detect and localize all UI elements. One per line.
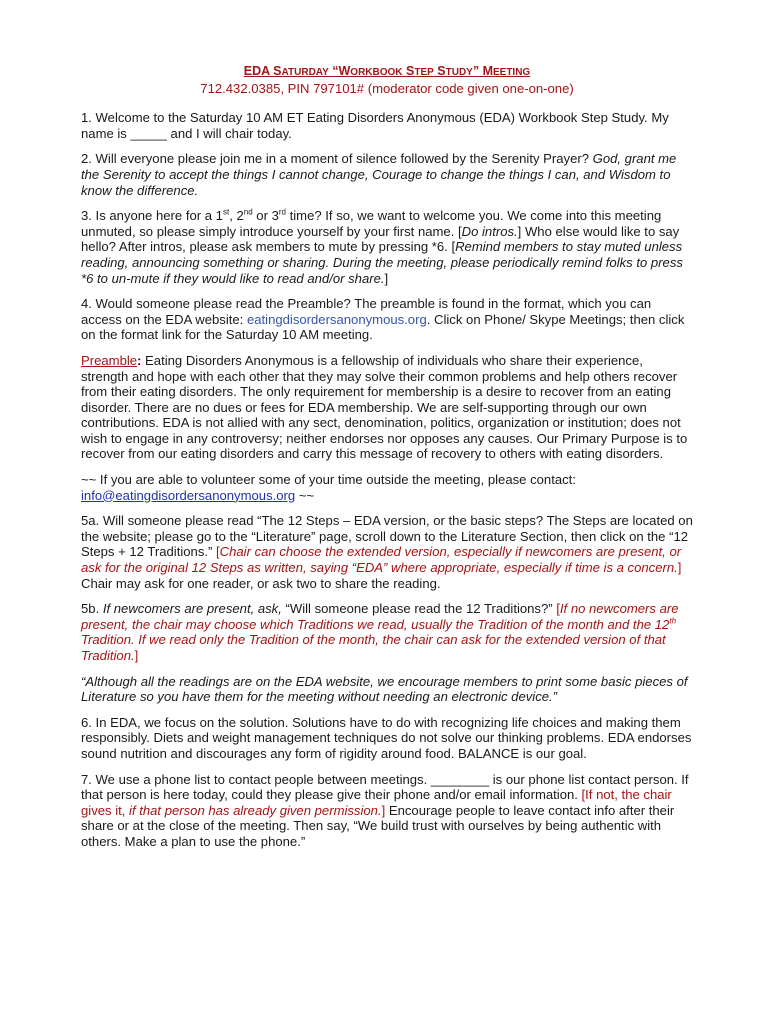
paragraph-12-steps: 5a. Will someone please read “The 12 Steps – EDA version, or the basic steps? The Steps are located on the website; please go to the “Literature” page, scroll down to the Literature Section, then click on the “12 Steps + 12 Traditions.” [Chair can choose the extended version, especially if newcomers are present, or ask for the original 12 Steps as written, saying “EDA” where appropriate, especially if time is a concern.] Chair may ask for one reader, or ask two to share the reading. bbox=[81, 513, 693, 591]
paragraph-preamble: Preamble: Eating Disorders Anonymous is a fellowship of individuals who share their experience, strength and hope with each other that they may solve their common problems and help others recover from their eating disorders. The only requirement for membership is a desire to recover from an eating disorder. There are no dues or fees for EDA membership. We are self-supporting through our own contributions. EDA is not allied with any sect, denomination, politics, organization or institution; does not wish to engage in any controversy; neither endorses nor opposes any causes. Our Primary Purpose is to recover from our eating disorders and carry this message of recovery to others with eating disorders. bbox=[81, 352, 688, 462]
website-link[interactable]: eatingdisordersanonymous.org bbox=[246, 311, 427, 327]
meeting-phone-pin: 712.432.0385, PIN 797101# (moderator code given one-on-one) bbox=[200, 80, 574, 96]
paragraph-welcome: 1. Welcome to the Saturday 10 AM ET Eating Disorders Anonymous (EDA) Workbook Step Study. My name is _____ and I will chair today. bbox=[81, 110, 669, 141]
paragraph-solution: 6. In EDA, we focus on the solution. Solutions have to do with recognizing life choices and making them responsibly. Diets and weight management techniques do not solve our thinking problems. EDA endorses sound nutrition and discourages any form of rigidity around food. BALANCE is our goal. bbox=[81, 714, 692, 761]
meeting-title: EDA SATURDAY “WORKBOOK STEP STUDY” MEETING bbox=[243, 64, 531, 78]
mute-reminder: Remind members to stay muted unless reading, announcing something or sharing. During the meeting, please periodically remind folks to press *6 to un-mute if they would like to read and/or share. bbox=[81, 239, 683, 286]
paragraph-phone-list: 7. We use a phone list to contact people between meetings. ________ is our phone list contact person. If that person is here today, could they please give their phone and/or email information. [If not, the chair gives it, if that person has already given permission.] Encourage people to leave contact info after their share or at the close of the meeting. Then say, “We build trust with ourselves by being authentic with others. Make a plan to use the phone.” bbox=[81, 771, 689, 849]
paragraph-12-traditions: 5b. If newcomers are present, ask, “Will someone please read the 12 Traditions?” [If no newcomers are present, the chair may choose which Traditions we read, usually the Tradition of the month and the 12th Tradition. If we read only the Tradition of the month, the chair can ask for the extended version of that Tradition.] bbox=[81, 601, 679, 663]
serenity-prayer-text: God, grant me the Serenity to accept the things I cannot change, Courage to change the things I can, and Wisdom to know the difference. bbox=[81, 151, 677, 198]
paragraph-preamble-request: 4. Would someone please read the Preamble? The preamble is found in the format, which you can access on the EDA website: eatingdisordersanonymous.org. Click on Phone/ Skype Meetings; then click on the format link for the Saturday 10 AM meeting. bbox=[81, 296, 685, 343]
chair-note-traditions: If no newcomers are present, the chair may choose which Traditions we read, usually the Tradition of the month and the 12th Tradition. If we read only the Tradition of the month, the chair can ask for the extended version of that Tradition. bbox=[81, 601, 679, 663]
paragraph-newcomers: 3. Is anyone here for a 1st, 2nd or 3rd time? If so, we want to welcome you. We come into this meeting unmuted, so please simply introduce yourself by your first name. [Do intros.] Who else would like to say hello? After intros, please ask members to mute by pressing *6. [Remind members to stay muted unless reading, announcing something or sharing. During the meeting, please periodically remind folks to press *6 to un-mute if they would like to read and/or share.] bbox=[81, 207, 683, 286]
document-header bbox=[81, 64, 693, 96]
paragraph-print-literature: “Although all the readings are on the EDA website, we encourage members to print some basic pieces of Literature so you have them for the meeting without needing an electronic device.” bbox=[81, 673, 688, 705]
paragraph-volunteer: ~~ If you are able to volunteer some of your time outside the meeting, please contact: info@eatingdisordersanonymous.org ~~ bbox=[81, 472, 576, 503]
paragraph-serenity-prayer: 2. Will everyone please join me in a moment of silence followed by the Serenity Prayer? God, grant me the Serenity to accept the things I cannot change, Courage to change the things I can, and Wisdom to know the difference. bbox=[81, 151, 677, 198]
chair-note-steps: Chair can choose the extended version, especially if newcomers are present, or ask for the original 12 Steps as written, saying “EDA” where appropriate, especially if time is a concern. bbox=[81, 544, 682, 576]
preamble-label: Preamble bbox=[81, 352, 138, 368]
contact-email-link[interactable]: info@eatingdisordersanonymous.org bbox=[81, 487, 296, 503]
document-body bbox=[81, 64, 693, 850]
